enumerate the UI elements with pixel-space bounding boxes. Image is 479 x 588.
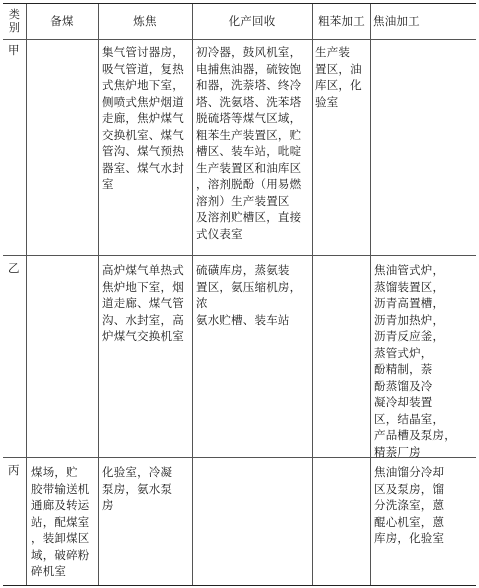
header-class: 类别 bbox=[8, 8, 21, 34]
cell-jia-chemical-recovery: 初冷器，鼓风机室， 电捕焦油器，硫铵饱 和器，洗萘塔、终冷 塔、洗氨塔、洗苯塔 脱硫塔等煤气区域， 粗苯生产装置区，贮 槽区、装车站，吡啶 生产装置区和油库区 ，溶剂脱酚（用易燃 溶剂）生产装置区 及溶剂贮槽区，直接 式仪表室 bbox=[196, 45, 302, 241]
classification-table bbox=[3, 3, 476, 586]
cell-yi-chemical-recovery: 硫磺库房，蒸氨装 置区，氨压缩机房，浓 氨水贮槽、装车站 bbox=[196, 263, 302, 327]
column-divider bbox=[26, 4, 27, 585]
row-class-jia: 甲 bbox=[8, 43, 20, 57]
header-coal-prep: 备煤 bbox=[50, 14, 74, 28]
row-class-yi: 乙 bbox=[8, 261, 20, 275]
header-benzene-processing: 粗苯加工 bbox=[318, 14, 365, 28]
row-class-bing: 丙 bbox=[8, 463, 20, 477]
column-divider bbox=[192, 4, 193, 585]
row-divider bbox=[3, 39, 476, 40]
column-divider bbox=[370, 4, 371, 585]
header-chemical-recovery: 化产回收 bbox=[228, 14, 276, 28]
column-divider bbox=[98, 4, 99, 585]
cell-yi-coking: 高炉煤气单热式 焦炉地下室，烟 道走廊、煤气管 沟、水封室，高 炉煤气交换机室 bbox=[102, 263, 184, 343]
header-coking: 炼焦 bbox=[133, 14, 157, 28]
header-tar-processing: 焦油加工 bbox=[373, 14, 420, 28]
cell-bing-tar: 焦油馏分冷却 区及泵房，馏 分洗涤室，蒽 醌心机室，蒽 库房，化验室 bbox=[374, 465, 445, 545]
column-divider bbox=[312, 4, 313, 585]
cell-yi-tar: 焦油管式炉， 蒸馏装置区， 沥青高置槽， 沥青加热炉， 沥青反应釜， 蒸管式炉， 酚精制，萘 酚蒸馏及冷 凝冷却装置 区，结晶室， 产品槽及泵房， 精萘厂房 bbox=[374, 263, 456, 459]
cell-bing-coking: 化验室，冷凝 泵房，氨水泵 房 bbox=[102, 465, 173, 512]
row-divider bbox=[3, 255, 476, 256]
cell-jia-coking: 集气管讨器房， 吸气管道，复热 式焦炉地下室， 侧喷式焦炉烟道 走廊，焦炉煤气 交换机室、煤气 管沟、煤气预热 器室、煤气水封 室 bbox=[102, 45, 184, 191]
cell-jia-benzene: 生产装 置区，油 库区，化 验室 bbox=[315, 45, 362, 109]
cell-bing-coal-prep: 煤场，贮 胶带输送机 通廊及转运 站，配煤室 ，装卸煤区 域，破碎粉 碎机室 bbox=[31, 465, 90, 578]
